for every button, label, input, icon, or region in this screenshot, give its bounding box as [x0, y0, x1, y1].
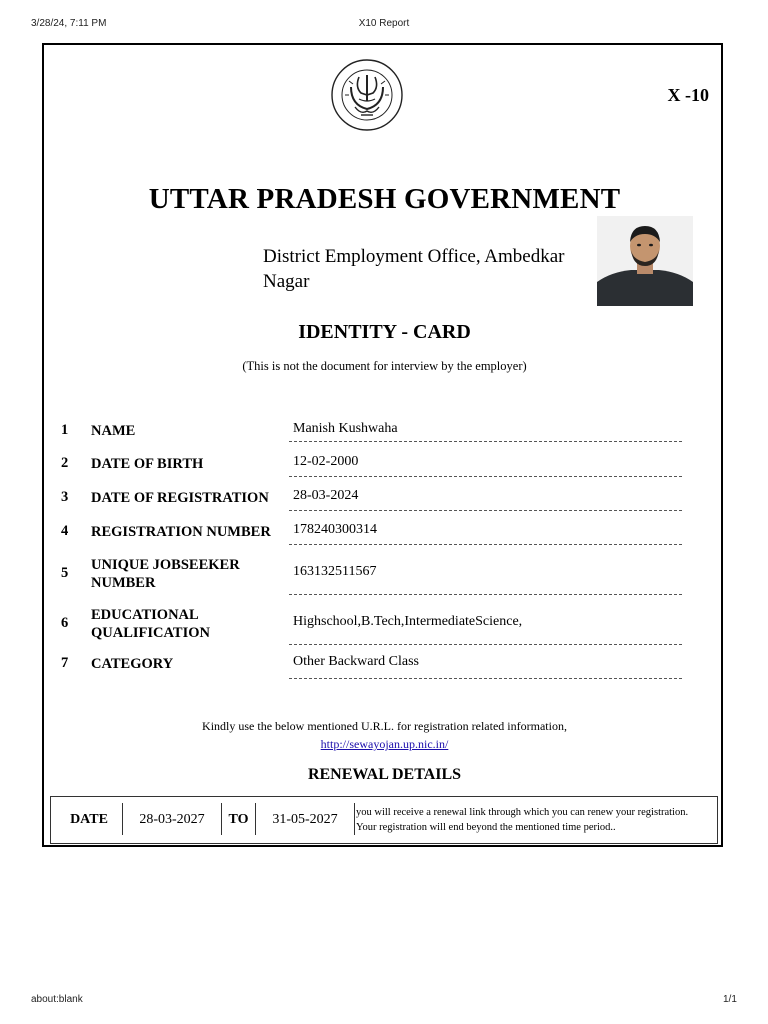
field-label: REGISTRATION NUMBER	[91, 524, 271, 540]
field-number: 3	[61, 489, 69, 505]
field-label: NAME	[91, 423, 136, 439]
field-divider	[289, 678, 682, 679]
field-value: 178240300314	[293, 522, 377, 537]
field-label: DATE OF BIRTH	[91, 456, 204, 472]
field-divider	[289, 510, 682, 511]
field-divider	[289, 441, 682, 442]
card-title: IDENTITY - CARD	[298, 321, 471, 343]
office-name: District Employment Office, Ambedkar Nagar	[263, 246, 565, 292]
footer-url: about:blank	[31, 994, 83, 1005]
up-government-emblem-icon	[331, 57, 403, 133]
field-value: Other Backward Class	[293, 654, 419, 669]
government-title: UTTAR PRADESH GOVERNMENT	[148, 183, 621, 215]
field-number: 5	[61, 565, 69, 581]
url-note: Kindly use the below mentioned U.R.L. for registration related information,	[202, 719, 567, 733]
field-divider	[289, 594, 682, 595]
field-label: UNIQUE JOBSEEKER NUMBER	[91, 557, 240, 591]
field-label: CATEGORY	[91, 656, 174, 672]
renewal-to-date: 31-05-2027	[272, 812, 338, 827]
renewal-from-date: 28-03-2027	[139, 812, 205, 827]
renewal-divider	[354, 803, 355, 835]
print-title: X10 Report	[358, 18, 410, 29]
print-timestamp: 3/28/24, 7:11 PM	[31, 18, 107, 29]
field-number: 4	[61, 523, 69, 539]
field-divider	[289, 544, 682, 545]
field-number: 2	[61, 455, 69, 471]
field-value: Manish Kushwaha	[293, 421, 398, 436]
field-label: DATE OF REGISTRATION	[91, 490, 269, 506]
registration-url-link[interactable]: http://sewayojan.up.nic.in/	[320, 737, 449, 751]
card-note: (This is not the document for interview by the employer)	[242, 359, 527, 373]
renewal-to-label: TO	[228, 812, 249, 827]
person-photo-icon	[597, 216, 693, 306]
renewal-details-box	[50, 796, 718, 844]
renewal-date-label: DATE	[70, 812, 108, 827]
field-label: EDUCATIONAL QUALIFICATION	[91, 607, 210, 641]
applicant-photo	[597, 216, 693, 306]
field-divider	[289, 476, 682, 477]
field-divider	[289, 644, 682, 645]
identity-card	[42, 43, 723, 847]
field-number: 7	[61, 655, 69, 671]
field-value: 28-03-2024	[293, 488, 359, 503]
renewal-message: you will receive a renewal link through which you can renew your registration. Your registration will end beyond the mentioned time period..	[356, 807, 689, 833]
field-value: 12-02-2000	[293, 454, 359, 469]
form-code: X -10	[667, 85, 709, 105]
url-link-container	[44, 737, 725, 752]
field-number: 1	[61, 422, 69, 438]
field-value: 163132511567	[293, 564, 377, 579]
field-number: 6	[61, 615, 69, 631]
renewal-title: RENEWAL DETAILS	[307, 766, 462, 783]
field-value: Highschool,B.Tech,IntermediateScience,	[293, 614, 523, 629]
footer-page: 1/1	[723, 994, 737, 1005]
